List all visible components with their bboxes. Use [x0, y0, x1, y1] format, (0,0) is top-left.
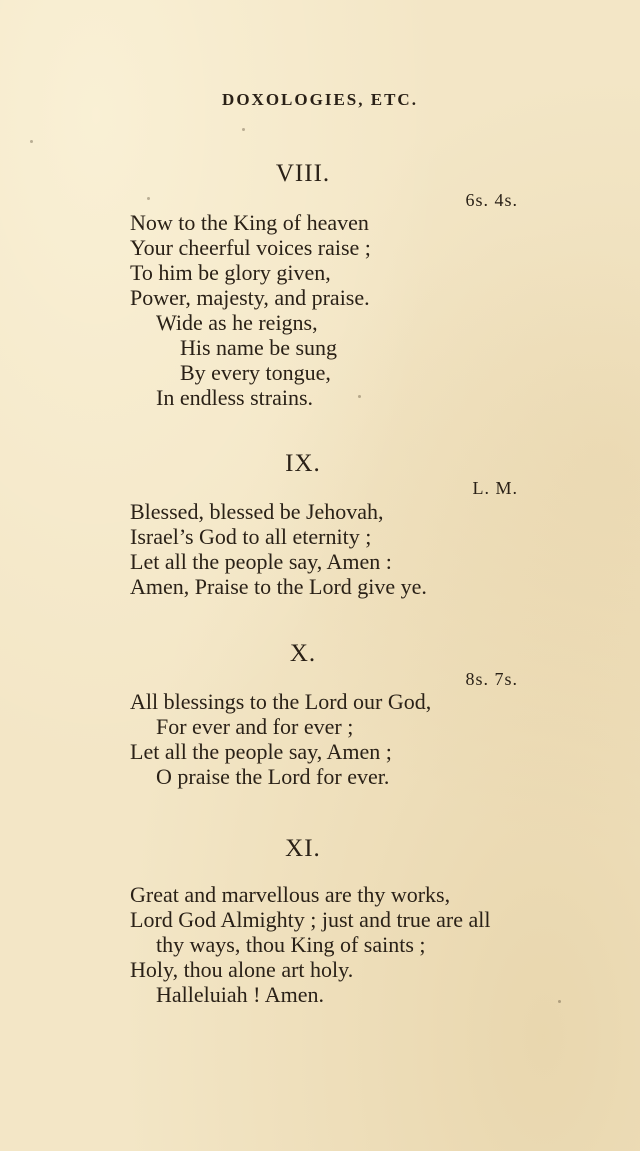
meter-ix: L. M.	[472, 478, 518, 498]
verse-line: Let all the people say, Amen ;	[130, 739, 392, 764]
verse-line: Now to the King of heaven	[130, 210, 369, 235]
verse-line: By every tongue,	[180, 360, 331, 385]
verse-line: Holy, thou alone art holy.	[130, 957, 354, 982]
paper-speck	[358, 395, 361, 398]
meter-viii: 6s. 4s.	[465, 190, 518, 210]
stanza-xi	[130, 882, 570, 1007]
paper-speck	[30, 140, 33, 143]
stanza-ix	[130, 499, 570, 599]
hymn-number-ix: IX.	[285, 450, 321, 477]
verse-line: Let all the people say, Amen :	[130, 549, 392, 574]
verse-line: Wide as he reigns,	[156, 310, 318, 335]
verse-line: thy ways, thou King of saints ;	[156, 932, 426, 957]
paper-speck	[147, 197, 150, 200]
verse-line: Great and marvellous are thy works,	[130, 882, 451, 907]
verse-line: Blessed, blessed be Jehovah,	[130, 499, 384, 524]
verse-line: Amen, Praise to the Lord give ye.	[130, 574, 427, 599]
verse-line: In endless strains.	[156, 385, 314, 410]
paper-speck	[558, 1000, 561, 1003]
verse-line: Power, majesty, and praise.	[130, 285, 370, 310]
meter-x: 8s. 7s.	[465, 669, 518, 689]
verse-line: For ever and for ever ;	[156, 714, 354, 739]
verse-line: Israel’s God to all eternity ;	[130, 524, 372, 549]
running-head: DOXOLOGIES, ETC.	[222, 90, 418, 109]
stanza-viii	[130, 210, 570, 410]
hymn-number-xi: XI.	[285, 835, 321, 862]
verse-line: His name be sung	[180, 335, 338, 360]
verse-line: Halleluiah ! Amen.	[156, 982, 325, 1007]
hymn-number-viii: VIII.	[275, 160, 331, 187]
hymn-number-x: X.	[289, 640, 317, 667]
verse-line: All blessings to the Lord our God,	[130, 689, 432, 714]
verse-line: O praise the Lord for ever.	[156, 764, 390, 789]
verse-line: Your cheerful voices raise ;	[130, 235, 371, 260]
verse-line: Lord God Almighty ; just and true are all	[130, 907, 491, 932]
paper-speck	[242, 128, 245, 131]
stanza-x	[130, 689, 570, 789]
verse-line: To him be glory given,	[130, 260, 331, 285]
